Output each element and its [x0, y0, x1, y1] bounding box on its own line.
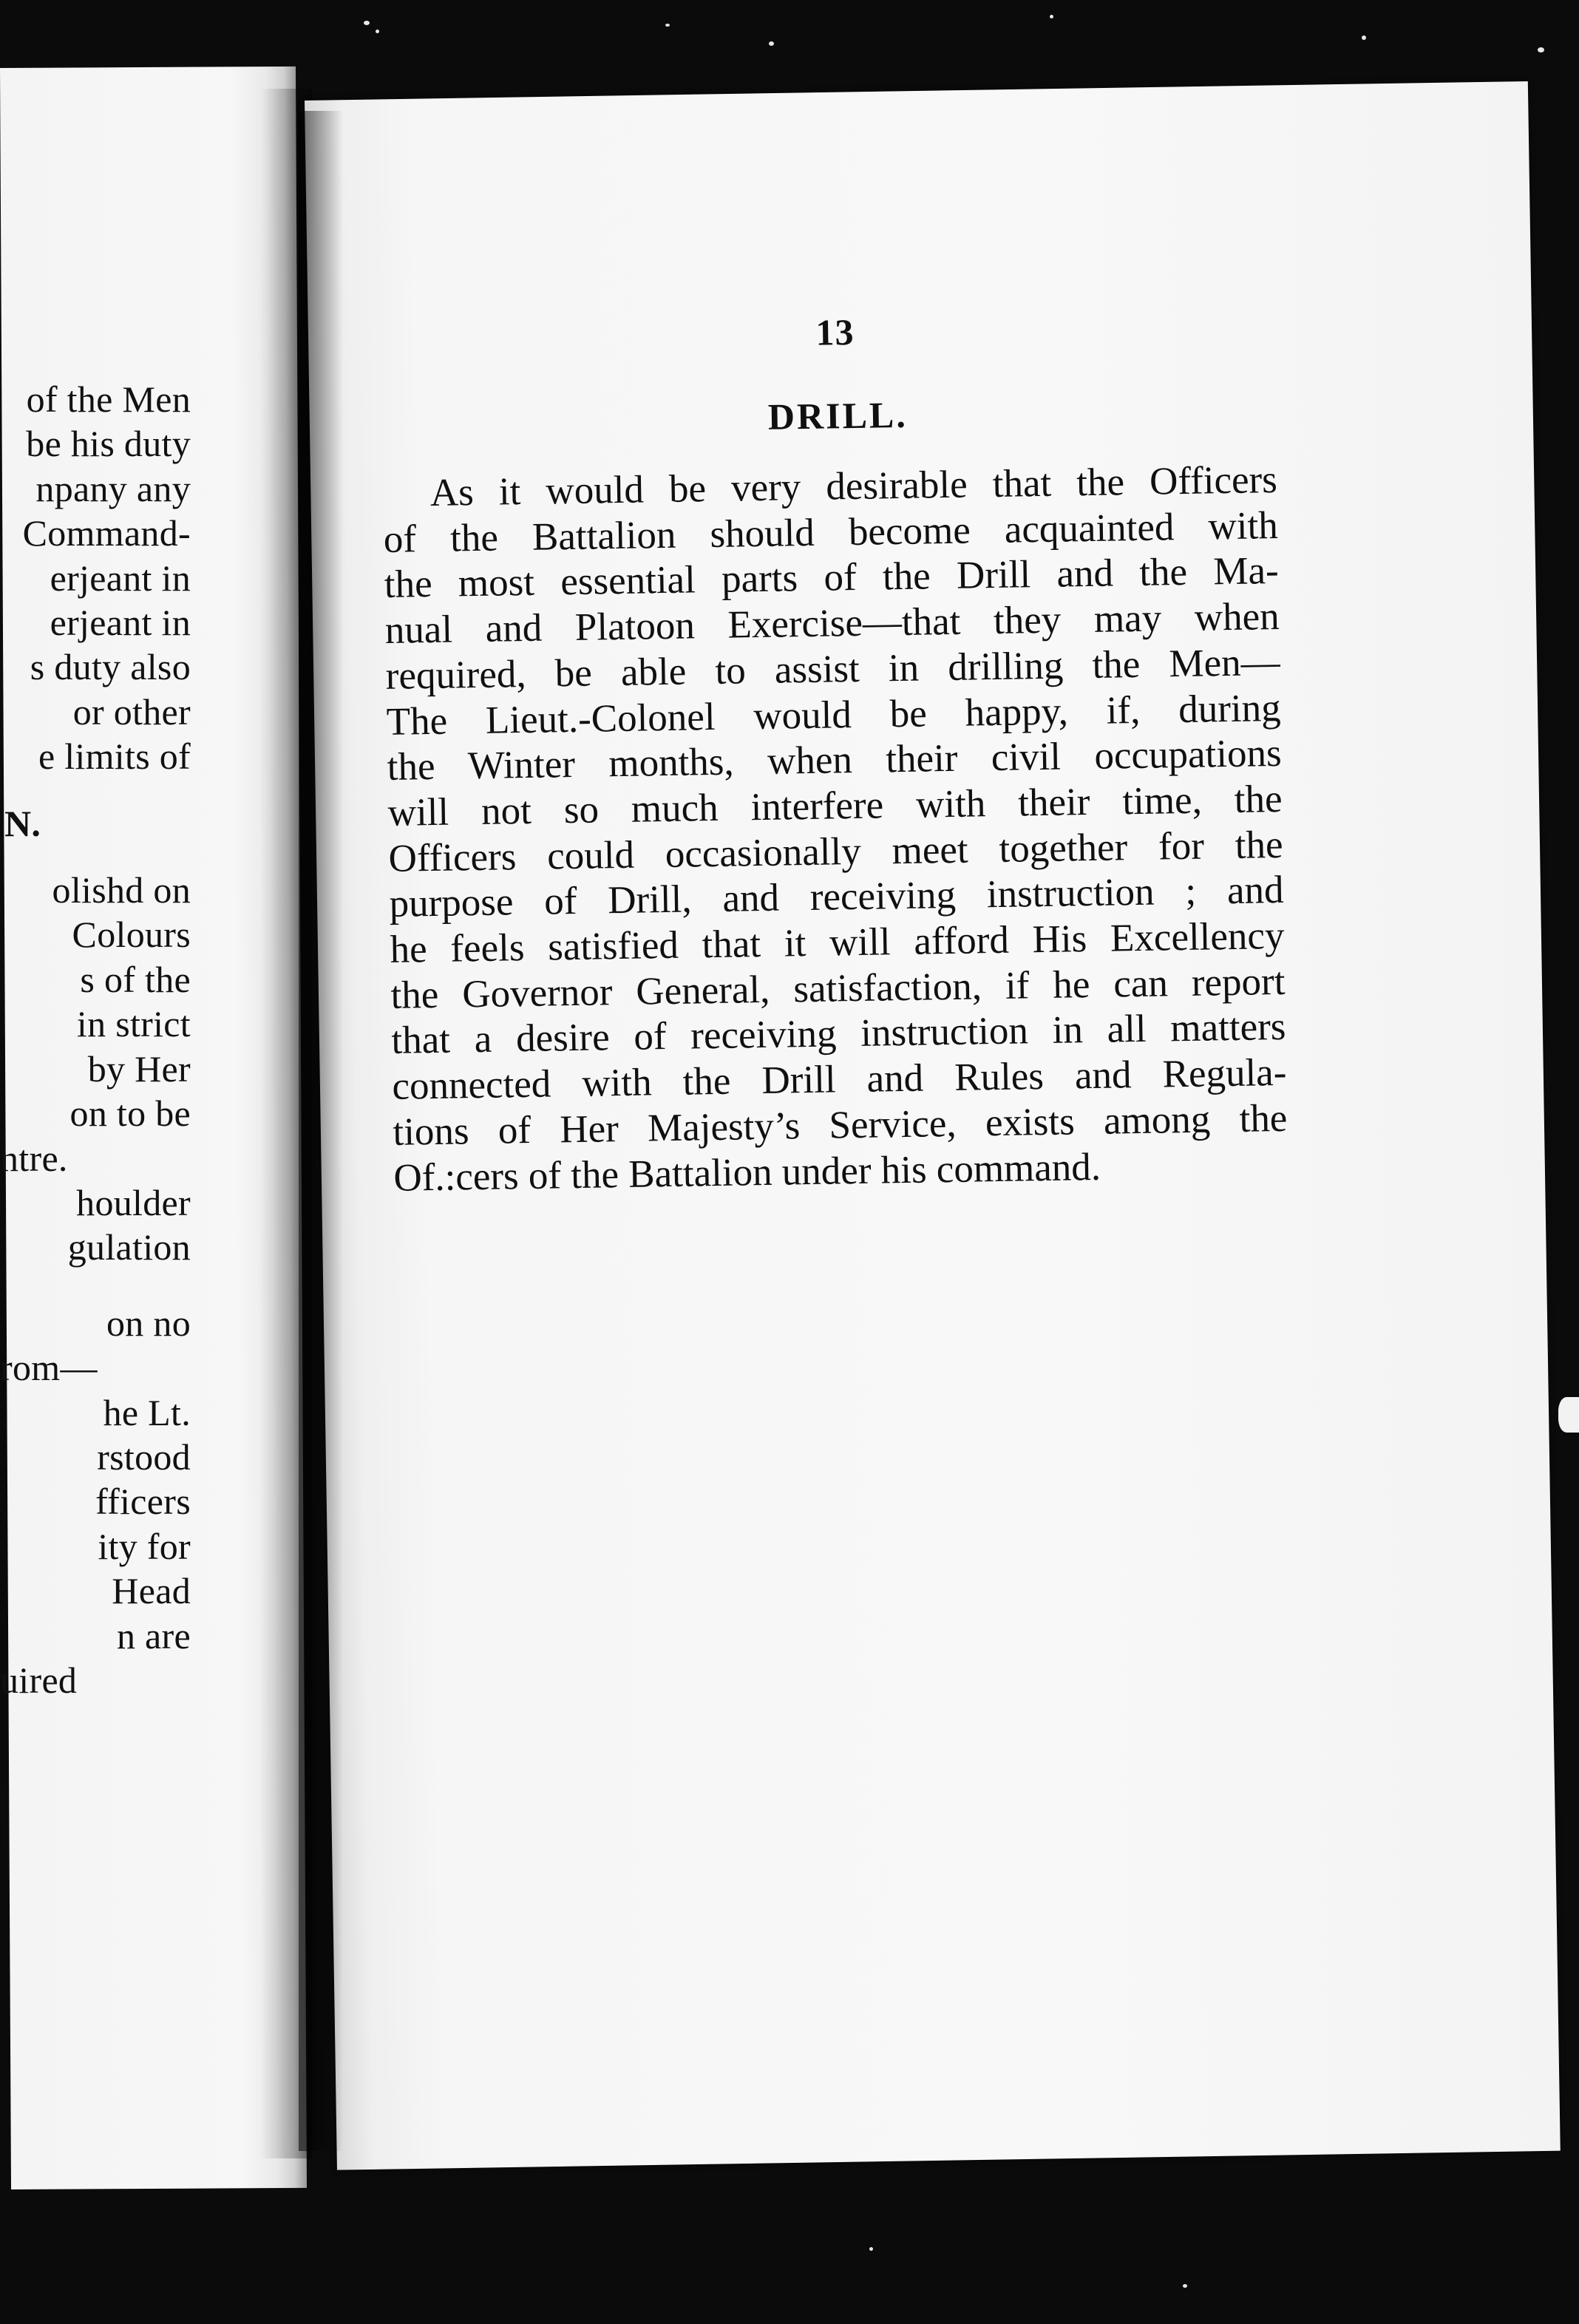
left-line: erjeant in	[50, 602, 191, 644]
body-line: nual and Platoon Exercise—that they may when	[384, 595, 1280, 653]
left-line: rom—	[0, 1347, 98, 1389]
body-line: tions of Her Majesty’s Service, exists among the	[393, 1096, 1288, 1154]
body-line: Officers could occasionally meet together for the	[388, 823, 1283, 880]
body-paragraph	[382, 458, 1288, 1201]
scan-speck	[364, 21, 370, 25]
left-line: on no	[106, 1302, 191, 1344]
body-line: the Winter months, when their civil occupations	[387, 732, 1283, 789]
body-line: of the Battalion should become acquainted with	[383, 503, 1279, 561]
left-line: gulation	[67, 1226, 191, 1268]
body-line: the most essential parts of the Drill and the Ma-	[384, 549, 1280, 607]
scan-speck	[1050, 15, 1053, 18]
left-page-text	[0, 377, 191, 1929]
scan-speck	[665, 24, 670, 27]
body-line: will not so much interfere with their time, the	[387, 777, 1283, 835]
scan-speck	[376, 30, 379, 33]
left-line: rstood	[97, 1435, 191, 1478]
left-line: by Her	[87, 1047, 191, 1090]
body-line: connected with the Drill and Rules and Regula-	[392, 1051, 1287, 1109]
left-line: s duty also	[30, 646, 191, 688]
left-line: ity for	[98, 1525, 191, 1567]
left-line: or other	[72, 690, 191, 733]
scan-speck	[1538, 47, 1544, 52]
left-line: in strict	[76, 1003, 191, 1045]
body-line: purpose of Drill, and receiving instruction ; and	[389, 869, 1284, 926]
left-line: houlder	[76, 1181, 191, 1223]
scan-speck	[869, 2247, 873, 2251]
spine-shadow	[299, 111, 343, 2151]
left-line: erjeant in	[50, 557, 191, 599]
body-line: As it would be very desirable that the Officers	[429, 458, 1278, 514]
left-line: he Lt.	[103, 1391, 191, 1433]
left-line: olishd on	[52, 869, 191, 911]
left-line: Colours	[72, 914, 191, 956]
main-text-block	[380, 296, 1288, 1201]
page-edge-mark	[1558, 1397, 1579, 1433]
left-line: e limits of	[38, 735, 191, 778]
body-line: The Lieut.-Colonel would be happy, if, during	[386, 686, 1282, 744]
scan-speck	[1183, 2284, 1187, 2288]
body-line: he feels satisfied that it will afford His Excellency	[390, 914, 1285, 971]
body-line: required, be able to assist in drilling the Men—	[385, 640, 1281, 698]
left-line: fficers	[95, 1481, 191, 1523]
left-line: n are	[116, 1614, 191, 1657]
left-line: s of the	[80, 958, 191, 1000]
body-line: that a desire of receiving instruction in all matters	[391, 1005, 1286, 1063]
left-line: Head	[112, 1570, 191, 1612]
page-number: 13	[815, 310, 855, 353]
left-line: npany any	[35, 467, 191, 509]
left-line: Command-	[22, 512, 191, 554]
left-line: be his duty	[26, 423, 191, 465]
body-line: Of.:cers of the Battalion under his command.	[393, 1145, 1101, 1200]
scan-speck	[1362, 35, 1366, 40]
scan-speck	[769, 41, 774, 46]
left-line: uired	[0, 1659, 78, 1701]
left-line: of the Men	[26, 378, 191, 420]
body-line: the Governor General, satisfaction, if he can report	[390, 959, 1286, 1017]
section-heading: DRILL.	[767, 393, 909, 438]
left-heading-fragment: N.	[4, 802, 41, 844]
left-line: on to be	[69, 1093, 191, 1135]
left-line: ntre.	[0, 1137, 68, 1179]
